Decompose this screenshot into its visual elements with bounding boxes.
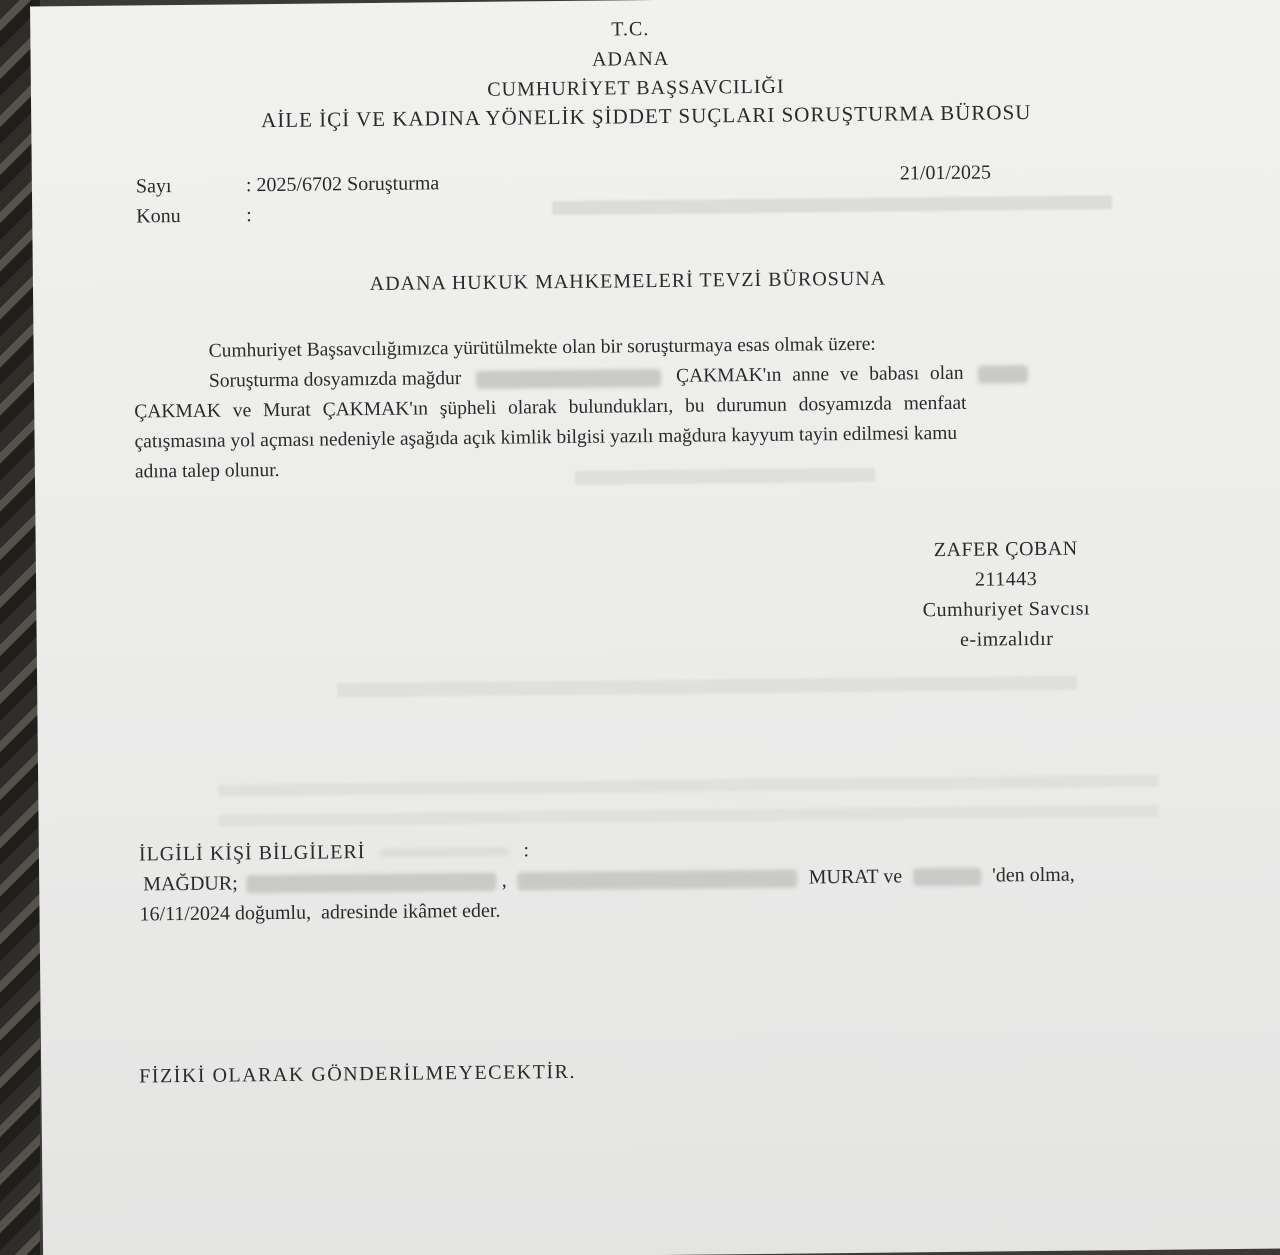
body-text: ÇAKMAK ve Murat ÇAKMAK'ın şüpheli olarak bulundukları, bu durumun dosyamızda menfaat [134,392,967,423]
bleed-through-mark [337,676,1077,698]
victim-label: MAĞDUR; [143,872,238,896]
header-tc: T.C. [611,18,650,41]
konu-label: Konu [136,204,181,228]
redacted-name [978,365,1028,384]
redacted-victim-id [518,870,798,891]
signer-name: ZAFER ÇOBAN [933,537,1078,562]
footer-note: FİZİKİ OLARAK GÖNDERİLMEYECEKTİR. [139,1060,577,1088]
konu-value: : [246,204,252,227]
victim-line [143,864,1075,897]
sayi-value: : 2025/6702 Soruşturma [245,172,440,197]
bleed-through-mark [219,805,1159,827]
person-heading-colon: : [523,839,531,862]
sayi-label: Sayı [135,175,172,198]
victim-comma: , [501,869,507,892]
header-city: ADANA [591,47,670,71]
redacted-name [476,368,661,388]
esignature-note: e-imzalıdır [959,627,1054,651]
document-page [30,0,1280,1255]
redacted-mother-name [913,868,981,887]
body-text: Soruşturma dosyamızda mağdur [208,368,462,392]
recipient: ADANA HUKUK MAHKEMELERİ TEVZİ BÜROSUNA [369,267,887,296]
body-line-5 [135,451,735,487]
bleed-through-mark [552,195,1112,215]
victim-father: MURAT ve [808,865,903,889]
body-text: adına talep olunur. [134,459,280,483]
header-office: CUMHURİYET BAŞSAVCILIĞI [487,75,785,101]
redacted-victim-name [247,873,497,894]
signer-number: 211443 [974,568,1038,591]
person-heading-text: İLGİLİ KİŞİ BİLGİLERİ [138,841,366,866]
victim-mother-suffix: 'den olma, [992,863,1075,887]
signer-title: Cumhuriyet Savcısı [922,597,1091,622]
person-heading [139,839,530,866]
bleed-through-mark [218,775,1158,797]
document-date: 21/01/2025 [899,161,992,185]
header-bureau: AİLE İÇİ VE KADINA YÖNELİK ŞİDDET SUÇLARI SORUŞTURMA BÜROSU [260,100,1032,133]
body-text: ÇAKMAK'ın anne ve babası olan [675,362,964,387]
body-text: Cumhuriyet Başsavcılığımızca yürütülmekte olan bir soruşturmaya esas olmak üzere: [208,333,876,362]
redacted-info [379,848,509,857]
body-text: çatışmasına yol açması nedeniyle aşağıda açık kimlik bilgisi yazılı mağdura kayyum tayin edilmesi kamu [134,422,958,453]
birth-line: 16/11/2024 doğumlu, adresinde ikâmet eder. [139,899,501,926]
